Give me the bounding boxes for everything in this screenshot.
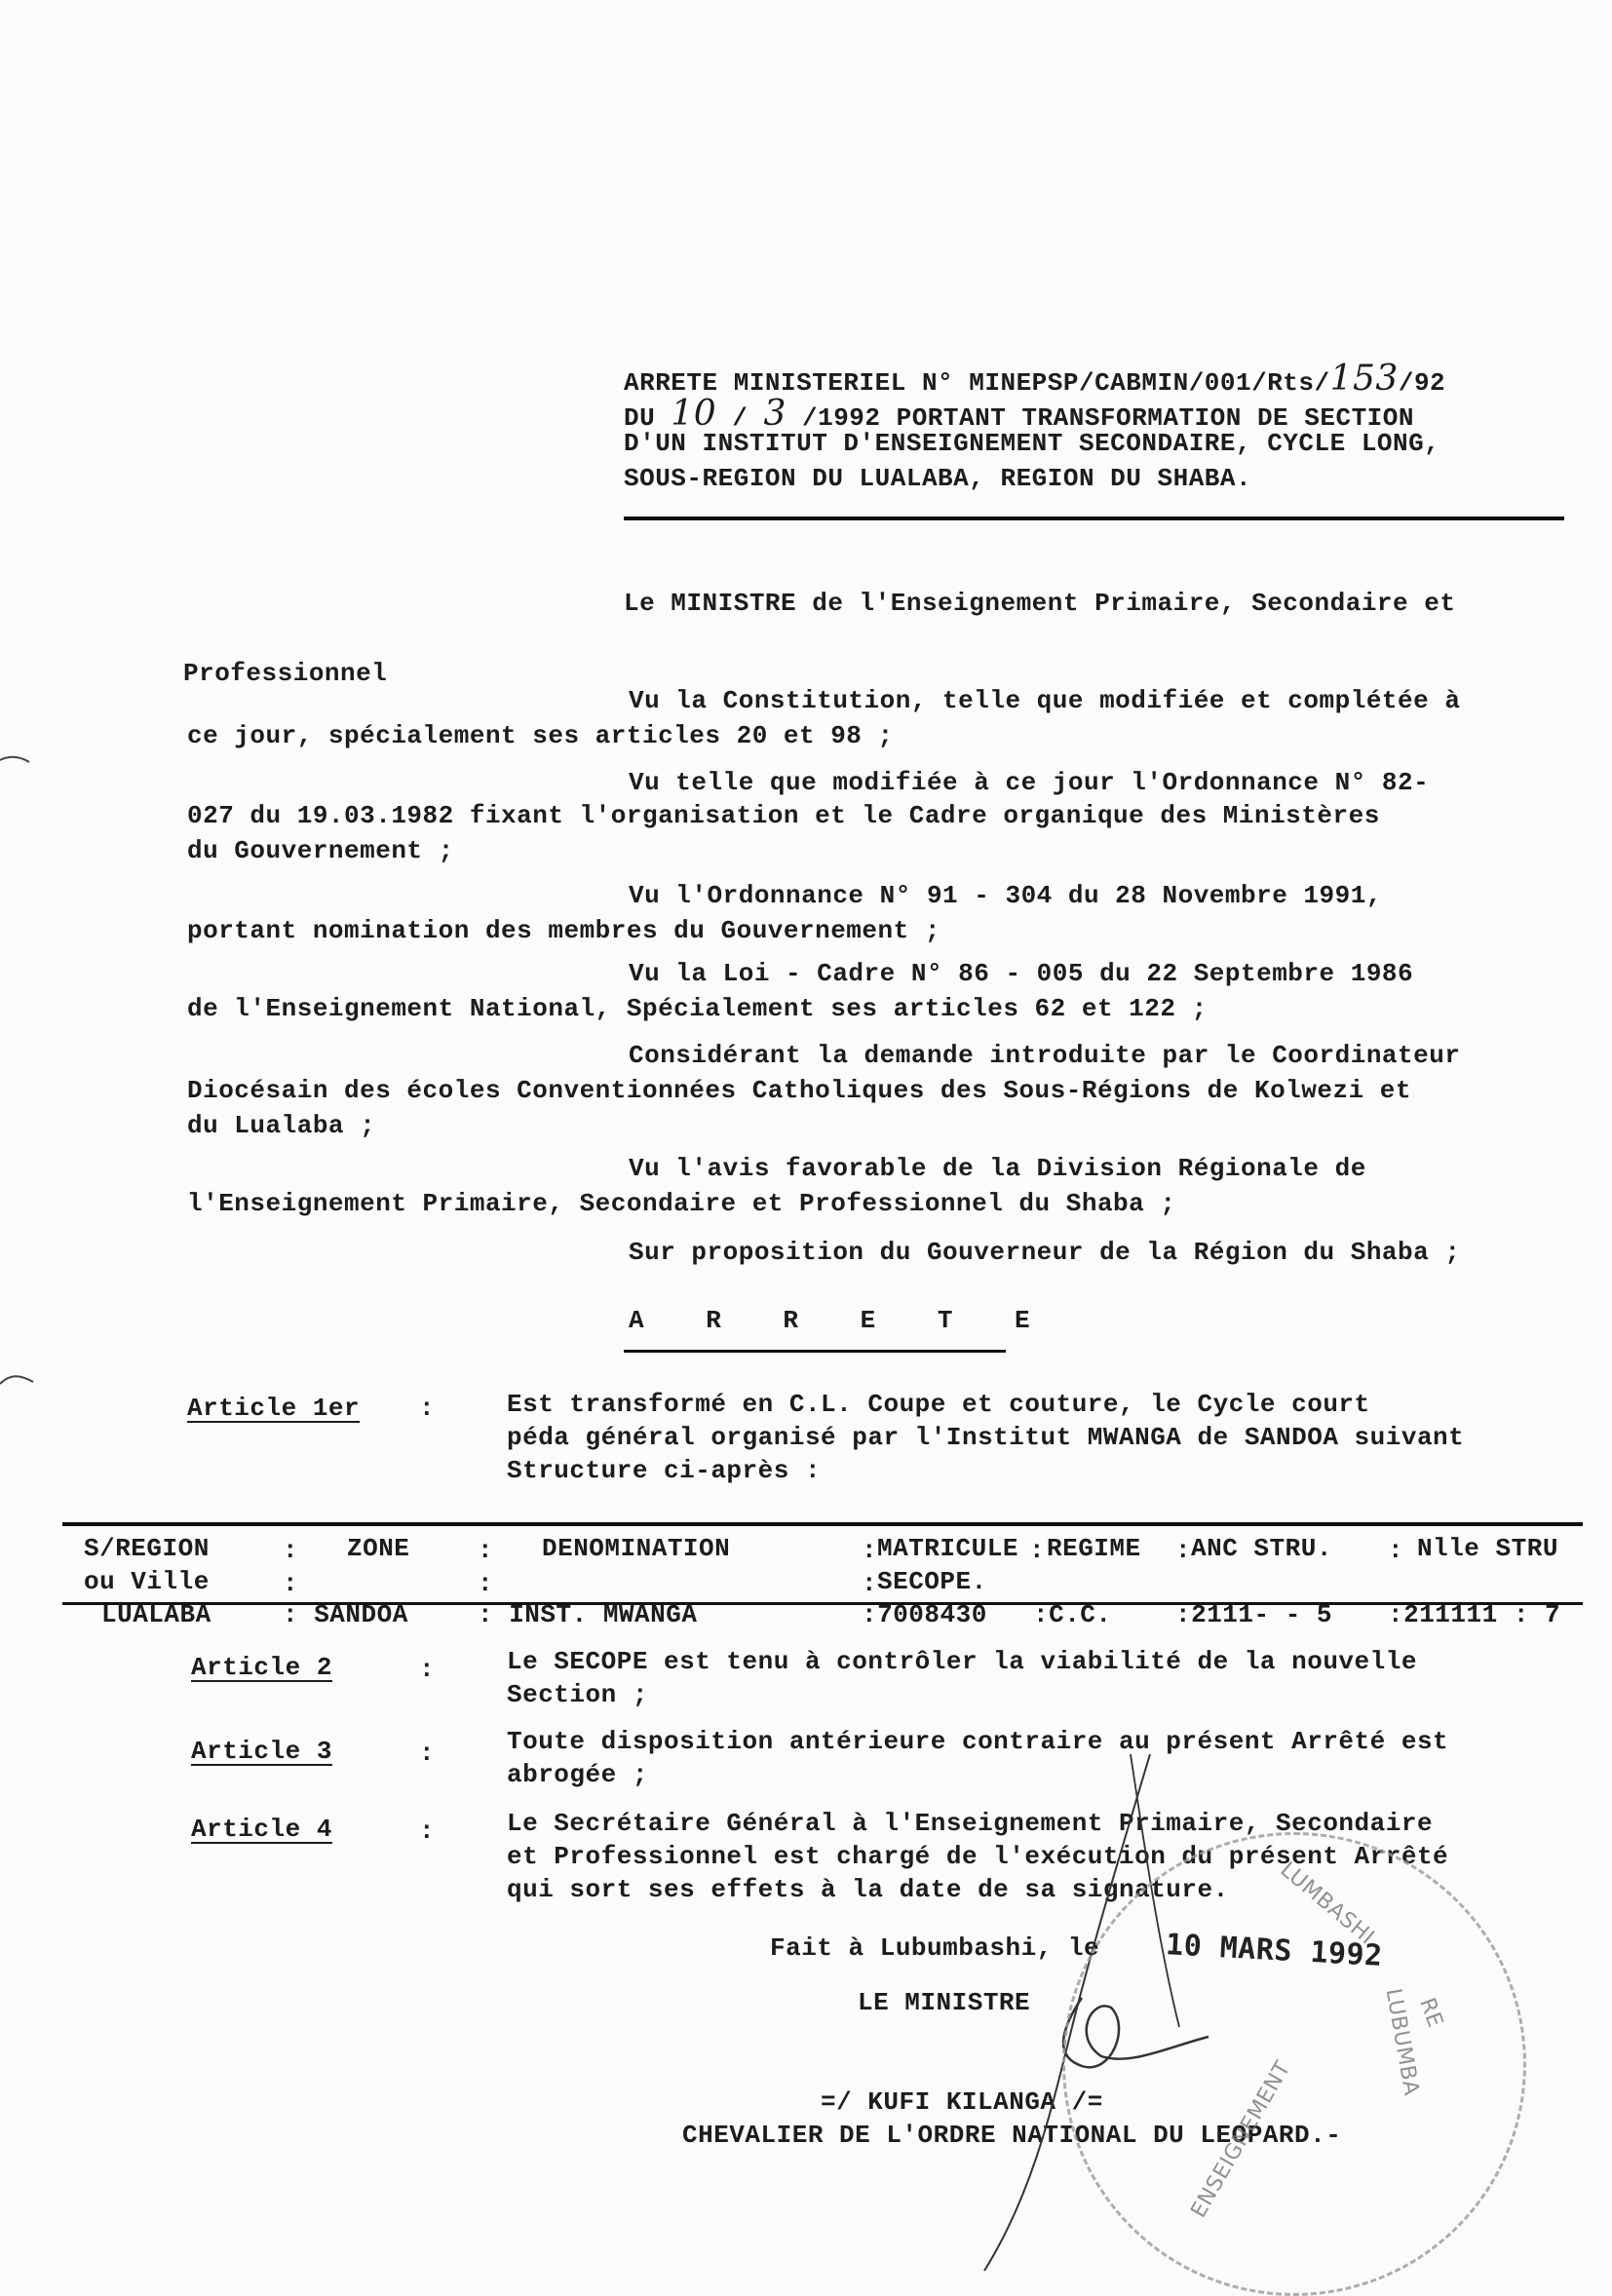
header-anc-stru: ANC STRU. (1191, 1534, 1332, 1563)
vu-avis-a: Vu l'avis favorable de la Division Régionale de (629, 1154, 1366, 1183)
article-4-line-3: qui sort ses effets à la date de sa signature. (507, 1875, 1229, 1904)
date-slash: / (732, 403, 748, 433)
header-sep: : (862, 1536, 878, 1565)
article-1-line-3: Structure ci-après : (507, 1456, 822, 1485)
article-3-label: Article 3 (191, 1737, 332, 1766)
header-line-4: SOUS-REGION DU LUALABA, REGION DU SHABA. (624, 464, 1252, 493)
seal-text-mid: LUBUMBA (1380, 1986, 1424, 2098)
header-matricule: MATRICULE (877, 1534, 1018, 1563)
signatory-title: CHEVALIER DE L'ORDRE NATIONAL DU LEOPARD.- (682, 2121, 1342, 2150)
article-1-label: Article 1er (187, 1394, 361, 1423)
header-sep: : (1029, 1536, 1046, 1565)
article-3-colon: : (419, 1739, 436, 1768)
cell-sregion: LUALABA (101, 1600, 211, 1629)
article-4-colon: : (419, 1817, 436, 1846)
professionnel-line: Professionnel (183, 659, 388, 688)
article-1-colon: : (419, 1394, 436, 1423)
header-sep: : (862, 1569, 878, 1598)
fait-a-lubumbashi: Fait à Lubumbashi, le (770, 1933, 1100, 1963)
article-2-colon: : (419, 1655, 436, 1684)
header-regime: REGIME (1047, 1534, 1141, 1563)
cell-regime: :C.C. (1033, 1600, 1112, 1629)
cell-matricule: :7008430 (862, 1600, 987, 1629)
header-sep: : (283, 1569, 299, 1598)
article-4-line-2: et Professionnel est chargé de l'exécution du présent Arrêté (507, 1842, 1449, 1871)
header-sep: : (1388, 1536, 1404, 1565)
vu-ordonnance-82-c: du Gouvernement ; (187, 836, 454, 865)
header-sep: : (478, 1569, 494, 1598)
minister-line: Le MINISTRE de l'Enseignement Primaire, Secondaire et (624, 589, 1456, 618)
cell-nlle-stru: :211111 : 7 (1388, 1600, 1561, 1629)
header-zone: ZONE (347, 1534, 410, 1563)
article-4-label: Article 4 (191, 1815, 332, 1844)
header-secope: SECOPE. (877, 1567, 987, 1596)
header-du: DU (624, 403, 656, 433)
vu-ordonnance-82-a: Vu telle que modifiée à ce jour l'Ordonnance N° 82- (629, 768, 1430, 797)
article-1-line-1: Est transformé en C.L. Coupe et couture, le Cycle court (507, 1390, 1370, 1419)
handwritten-decree-number: 153 (1329, 359, 1399, 399)
vu-avis-b: l'Enseignement Primaire, Secondaire et Professionnel du Shaba ; (187, 1189, 1176, 1218)
vu-loi-cadre-b: de l'Enseignement National, Spécialement ses articles 62 et 122 ; (187, 994, 1208, 1023)
article-1-line-2: péda général organisé par l'Institut MWANGA de SANDOA suivant (507, 1423, 1465, 1452)
handwritten-month: 3 (763, 394, 787, 434)
signatory-name: =/ KUFI KILANGA /= (821, 2087, 1103, 2117)
seal-text-low: ENSEIGNEMENT (1186, 2056, 1296, 2223)
vu-ordonnance-91-a: Vu l'Ordonnance N° 91 - 304 du 28 Novembre 1991, (629, 881, 1382, 910)
header-denomination: DENOMINATION (542, 1534, 731, 1563)
article-3-line-2: abrogée ; (507, 1760, 648, 1789)
seal-text-top: LUMBASHI (1275, 1857, 1379, 1950)
header-title-part: /1992 PORTANT TRANSFORMATION DE SECTION (801, 403, 1414, 433)
header-nlle-stru: Nlle STRU (1417, 1534, 1558, 1563)
sur-proposition: Sur proposition du Gouverneur de la Région du Shaba ; (629, 1238, 1461, 1267)
header-sep: : (1175, 1536, 1192, 1565)
le-ministre: LE MINISTRE (858, 1988, 1031, 2017)
vu-loi-cadre-a: Vu la Loi - Cadre N° 86 - 005 du 22 Septembre 1986 (629, 959, 1414, 988)
header-number-prefix: ARRETE MINISTERIEL N° MINEPSP/CABMIN/001/Rts/ (624, 368, 1330, 398)
considerant-a: Considérant la demande introduite par le Coordinateur (629, 1041, 1461, 1070)
article-2-line-2: Section ; (507, 1680, 648, 1709)
arrete-heading: A R R E T E (629, 1306, 1054, 1335)
header-sep: : (283, 1536, 299, 1565)
cell-denomination: : INST. MWANGA (478, 1600, 698, 1629)
header-number-suffix: /92 (1398, 368, 1446, 398)
date-stamp: 10 MARS 1992 (1165, 1928, 1384, 1973)
article-2-line-1: Le SECOPE est tenu à contrôler la viabilité de la nouvelle (507, 1647, 1417, 1676)
article-4-line-1: Le Secrétaire Général à l'Enseignement Primaire, Secondaire (507, 1809, 1434, 1838)
considerant-b: Diocésain des écoles Conventionnées Catholiques des Sous-Régions de Kolwezi et (187, 1076, 1411, 1105)
cell-zone: : SANDOA (283, 1600, 408, 1629)
header-ou-ville: ou Ville (84, 1567, 210, 1596)
vu-ordonnance-91-b: portant nomination des membres du Gouvernement ; (187, 916, 940, 945)
handwritten-day: 10 (671, 394, 717, 434)
article-3-line-1: Toute disposition antérieure contraire au présent Arrêté est (507, 1727, 1449, 1756)
header-sregion: S/REGION (84, 1534, 210, 1563)
header-sep: : (478, 1536, 494, 1565)
header-line-3: D'UN INSTITUT D'ENSEIGNEMENT SECONDAIRE, CYCLE LONG, (624, 429, 1440, 458)
vu-ordonnance-82-b: 027 du 19.03.1982 fixant l'organisation et le Cadre organique des Ministères (187, 801, 1380, 830)
seal-text-right: RE (1414, 1995, 1448, 2031)
article-2-label: Article 2 (191, 1653, 332, 1682)
cell-anc-stru: :2111- - 5 (1175, 1600, 1333, 1629)
considerant-c: du Lualaba ; (187, 1111, 376, 1140)
vu-constitution-b: ce jour, spécialement ses articles 20 et 98 ; (187, 721, 894, 750)
vu-constitution-a: Vu la Constitution, telle que modifiée et complétée à (629, 686, 1461, 715)
